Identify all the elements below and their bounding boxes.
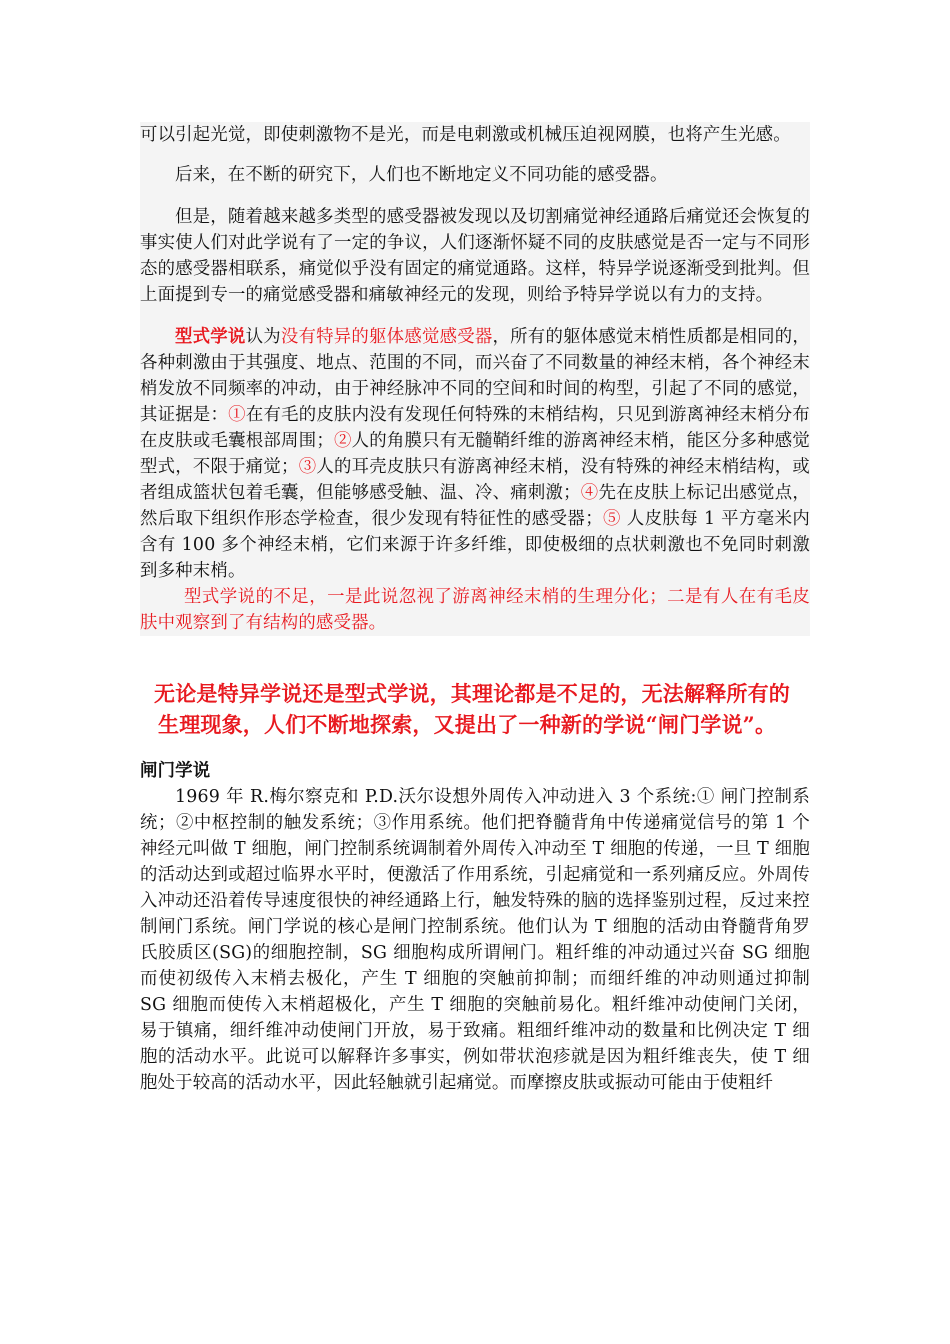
evidence-5: 人皮肤每 1 平方毫米内含有 100 多个神经末梢，它们来源于许多纤维，即使极细的点状刺激也不免同时刺激到多种末梢。 (140, 509, 811, 581)
paragraph-pattern-shortcoming: 型式学说的不足，一是此说忽视了游离神经末梢的生理分化；二是有人在有毛皮肤中观察到了有结构的感受器。 (140, 587, 810, 633)
paragraph-gate-theory: 1969 年 R.梅尔察克和 P.D.沃尔设想外周传入冲动进入 3 个系统:① 闸门控制系统；②中枢控制的触发系统；③作用系统。他们把脊髓背角中传递痛觉信号的第 1 个神经元叫做 T 细胞，闸门控制系统调制着外周传入冲动至 T 细胞的传递，一旦 T 细胞的活动达到或超过临界水平时，便激活了作用系统，引起痛觉和一系列痛反应。外周传入冲动还沿着传导速度很快的神经通路上行，触发特殊的脑的选择鉴别过程，反过来控制闸门系统。闸门学说的核心是闸门控制系统。他们认为 T 细胞的活动由脊髓背角罗氏胶质区(SG)的细胞控制，SG 细胞构成所谓闸门。粗纤维的冲动通过兴奋 SG 细胞而使初级传入末梢去极化，产生 T 细胞的突触前抑制；而细纤维的冲动则通过抑制 SG 细胞而使传入末梢超极化，产生 T 细胞的突触前易化。粗纤维冲动使闸门关闭，易于镇痛，细纤维冲动使闸门开放，易于致痛。粗细纤维冲动的数量和比例决定 T 细胞的活动水平。此说可以解释许多事实，例如带状泡疹就是因为粗纤维丧失，使 T 细胞处于较高的活动水平，因此轻触就引起痛觉。而摩擦皮肤或振动可能由于使粗纤 (140, 787, 810, 1093)
evidence-3: 人的耳壳皮肤只有游离神经末梢，没有特殊的神经末梢结构，或者组成篮状包着毛囊，但能够感受触、温、冷、痛刺激； (140, 457, 811, 503)
pattern-text-1: 认为 (245, 327, 281, 347)
evidence-marker-4: ④ (580, 483, 599, 503)
evidence-2: 人的角膜只有无髓鞘纤维的游离神经末梢，能区分多种感觉型式，不限于痛觉； (140, 431, 811, 477)
paragraph-light-sensation: 可以引起光觉，即使刺激物不是光，而是电刺激或机械压迫视网膜，也将产生光感。 (140, 125, 791, 145)
gate-theory-heading: 闸门学说 (140, 761, 211, 781)
paragraph-pattern-theory (140, 324, 810, 584)
paragraph-specificity-criticism: 但是，随着越来越多类型的感受器被发现以及切割痛觉神经通路后痛觉还会恢复的事实使人们对此学说有了一定的争议，人们逐渐怀疑不同的皮肤感觉是否一定与不同形态的感受器相联系，痛觉似乎没有固定的痛觉通路。这样，特异学说逐渐受到批判。但上面提到专一的痛觉感受器和痛敏神经元的发现，则给予特异学说以有力的支持。 (140, 207, 810, 305)
evidence-4: 先在皮肤上标记出感觉点，然后取下组织作形态学检查，很少发现有特征性的感受器； (140, 483, 810, 529)
pattern-claim: 没有特异的躯体感觉感受器 (280, 327, 493, 347)
evidence-marker-1: ① (228, 405, 246, 425)
pattern-theory-term: 型式学说 (175, 327, 246, 347)
evidence-marker-5: ⑤ (602, 509, 621, 529)
document-page (140, 122, 810, 1096)
evidence-marker-2: ② (333, 431, 352, 451)
lead-statement: 无论是特异学说还是型式学说，其理论都是不足的，无法解释所有的生理现象，人们不断地探索，又提出了一种新的学说“闸门学说”。 (154, 681, 790, 737)
evidence-marker-3: ③ (298, 457, 317, 477)
evidence-1: 在有毛的皮肤内没有发现任何特殊的末梢结构，只见到游离神经末梢分布在皮肤或毛囊根部周围； (140, 405, 810, 451)
paragraph-later-research: 后来，在不断的研究下，人们也不断地定义不同功能的感受器。 (175, 165, 668, 185)
shaded-block-top (140, 122, 810, 636)
pattern-text-2: ，所有的躯体感觉末梢性质都是相同的，各种刺激由于其强度、地点、范围的不同，而兴奋了不同数量的神经末梢，各个神经末梢发放不同频率的冲动，由于神经脉冲不同的空间和时间的构型，引起了不同的感觉，其证据是： (140, 327, 810, 425)
